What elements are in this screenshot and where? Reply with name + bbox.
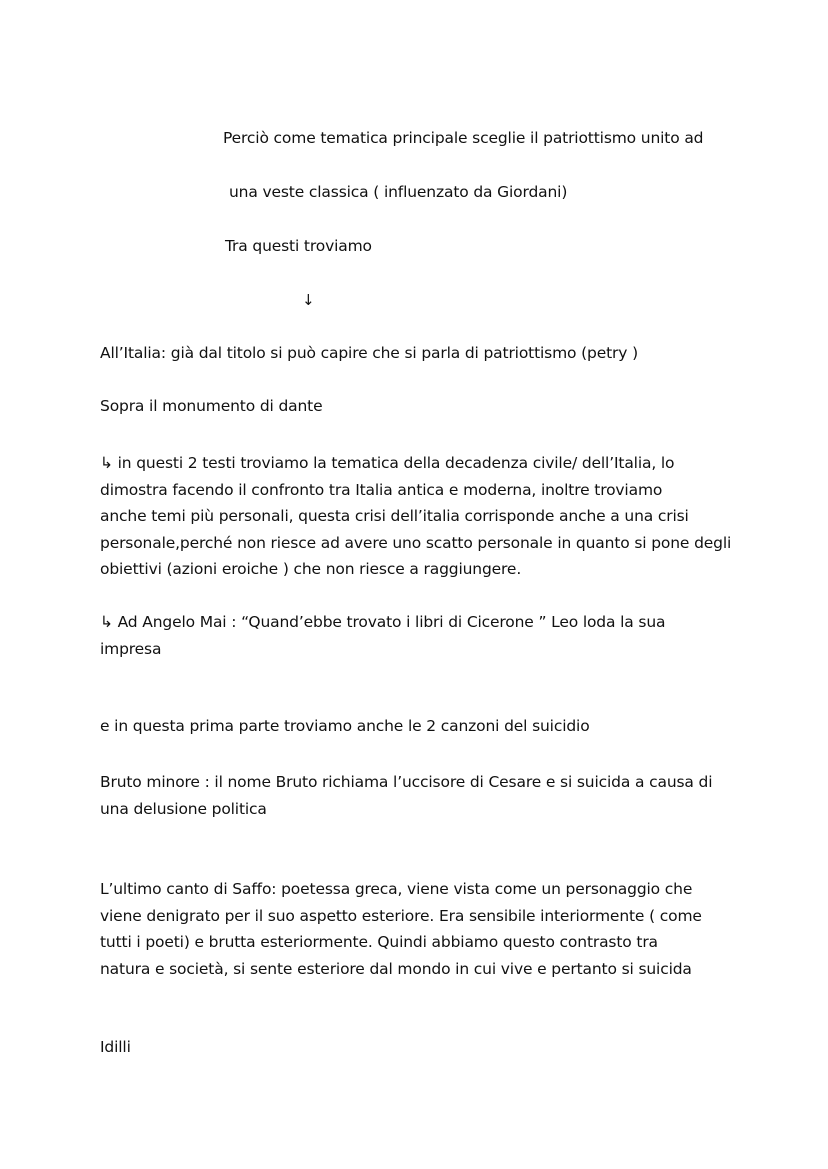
decadenza-paragraph [100,450,740,583]
bruto-minore-paragraph [100,769,740,822]
saffo-paragraph [100,876,740,982]
decadenza-line-2: dimostra facendo il confronto tra Italia antica e moderna, inoltre troviamo [100,480,663,499]
angelo-mai-line-1: ↳ Ad Angelo Mai : “Quand’ebbe trovato i libri di Cicerone ” Leo loda la sua [100,613,666,631]
decadenza-line-5: obiettivi (azioni eroiche ) che non riesce a raggiungere. [100,560,522,578]
intro-line-2: una veste classica ( influenzato da Giordani) [229,183,568,201]
saffo-line-1: L’ultimo canto di Saffo: poetessa greca, viene vista come un personaggio che [100,880,693,898]
sopra-monumento-paragraph: Sopra il monumento di dante [100,397,323,415]
all-italia-paragraph: All’Italia: già dal titolo si può capire che si parla di patriottismo (petry ) [100,344,638,362]
idilli-heading: Idilli [100,1038,131,1056]
intro-line-1: Perciò come tematica principale sceglie il patriottismo unito ad [223,129,704,147]
bruto-minore-line-1: Bruto minore : il nome Bruto richiama l’uccisore di Cesare e si suicida a causa di [100,773,713,791]
bruto-minore-line-2: una delusione politica [100,799,267,818]
decadenza-line-3: anche temi più personali, questa crisi dell’italia corrisponde anche a una crisi [100,507,689,525]
angelo-mai-paragraph [100,609,740,662]
saffo-line-2: viene denigrato per il suo aspetto esteriore. Era sensibile interiormente ( come [100,906,702,925]
decadenza-line-1: ↳ in questi 2 testi troviamo la tematica della decadenza civile/ dell’Italia, lo [100,454,675,472]
saffo-line-3: tutti i poeti) e brutta esteriormente. Quindi abbiamo questo contrasto tra [100,933,658,951]
saffo-line-4: natura e società, si sente esteriore dal mondo in cui vive e pertanto si suicida [100,959,692,978]
down-arrow-icon: ↓ [302,291,315,309]
intro-line-3: Tra questi troviamo [225,237,372,255]
decadenza-line-4: personale,perché non riesce ad avere uno scatto personale in quanto si pone degli [100,533,732,552]
canzoni-suicidio-paragraph: e in questa prima parte troviamo anche le 2 canzoni del suicidio [100,717,590,735]
angelo-mai-line-2: impresa [100,639,162,658]
